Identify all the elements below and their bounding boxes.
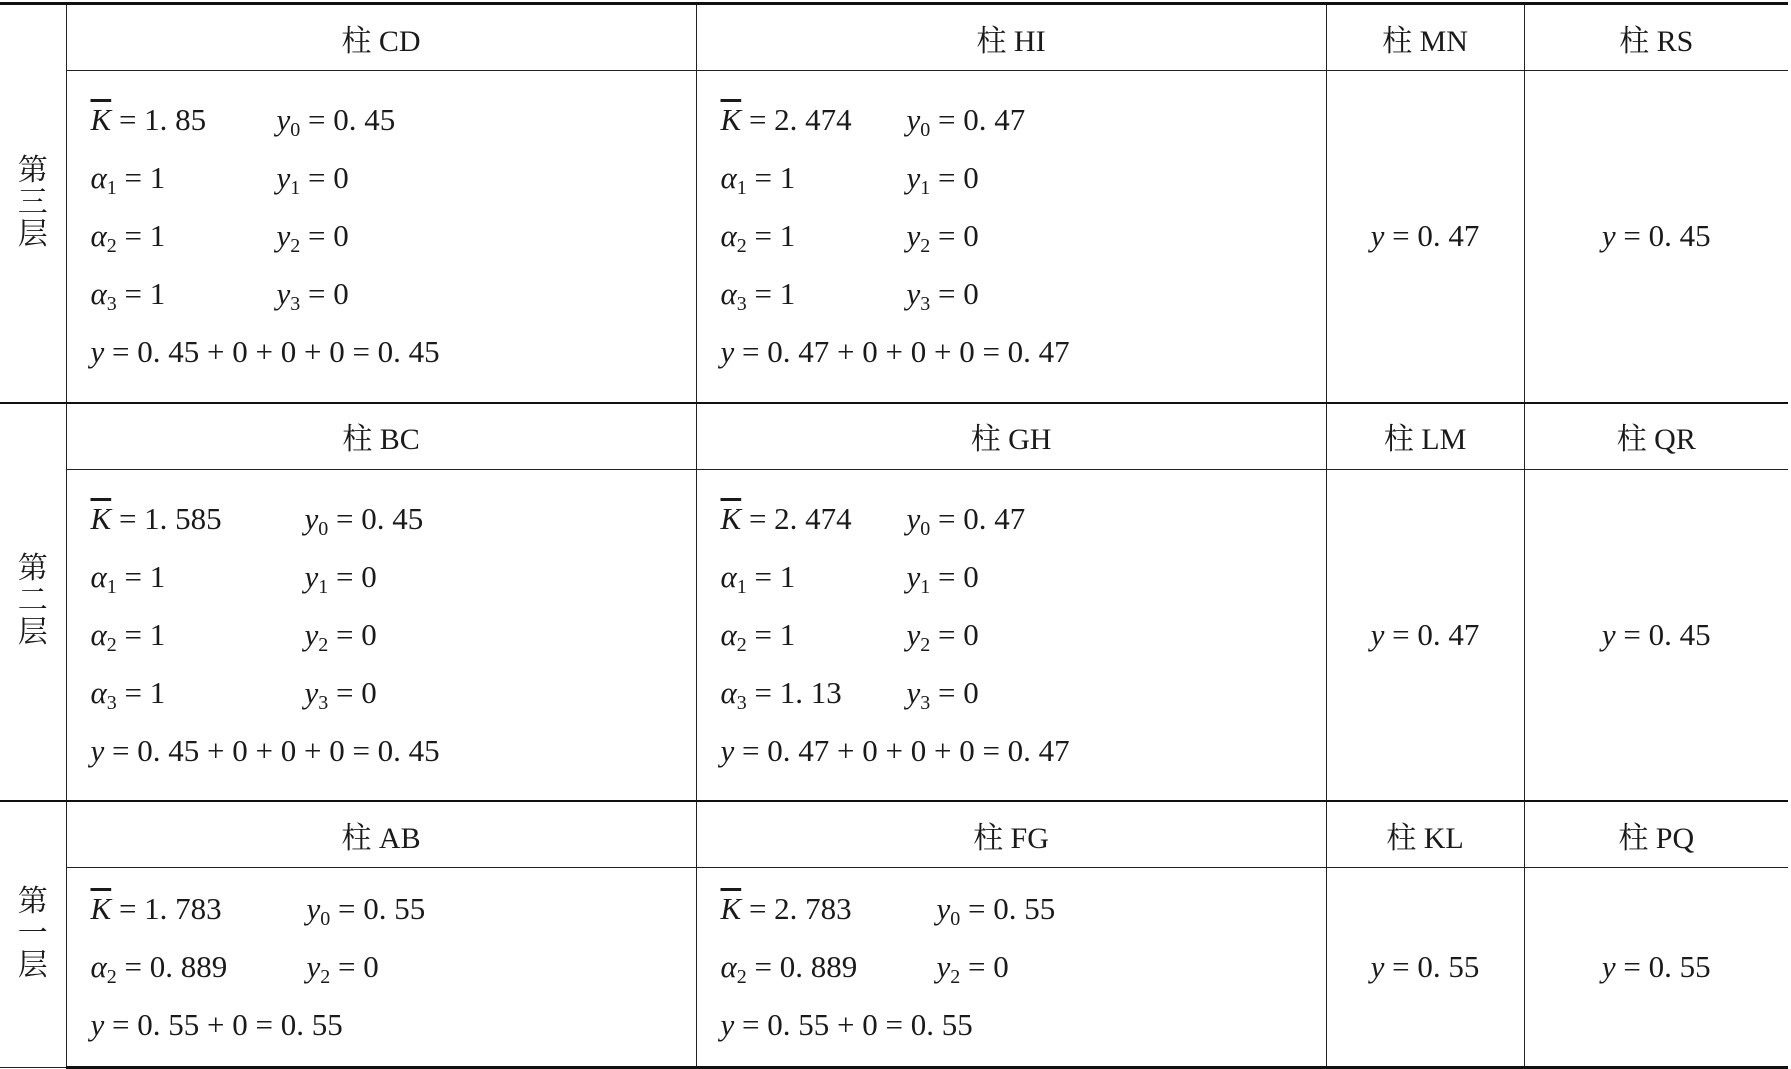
layer3-col4-value: y = 0. 45 [1524, 71, 1788, 403]
calc-line: $\alpha_1 = 1$ $y_1 = 0$ [90, 558, 377, 598]
layer3-body-row [0, 71, 1788, 403]
layer3-col2-calc [696, 71, 1326, 403]
layer1-col4-header: 柱 PQ [1524, 801, 1788, 868]
layer1-col1-header: 柱 AB [66, 801, 696, 868]
layer3-col3-value: y = 0. 47 [1326, 71, 1524, 403]
calc-line: $\alpha_3 = 1$ $y_3 = 0$ [720, 276, 979, 316]
calc-result: y = 0. 45 + 0 + 0 + 0 = 0. 45 [90, 334, 440, 370]
layer2-col4-header: 柱 QR [1524, 403, 1788, 470]
calc-result: y = 0. 47 + 0 + 0 + 0 = 0. 47 [720, 334, 1070, 370]
calc-line: $\alpha_2 = 1$ $y_2 = 0$ [720, 218, 979, 258]
layer2-col3-value: y = 0. 47 [1326, 469, 1524, 801]
calc-line: $\alpha_3 = 1$. 13 $y_3 = 0$ [720, 674, 979, 714]
layer3-col4-header: 柱 RS [1524, 4, 1788, 71]
calc-line: $\alpha_1 = 1$ $y_1 = 0$ [720, 160, 979, 200]
layer2-label-cell [0, 403, 66, 802]
layer3-col2-header: 柱 HI [696, 4, 1326, 71]
calc-result: y = 0. 55 + 0 = 0. 55 [90, 1007, 343, 1042]
column-inflection-table [0, 2, 1788, 1069]
layer1-col2-header: 柱 FG [696, 801, 1326, 868]
layer3-header-row [0, 4, 1788, 71]
layer2-col1-calc [66, 469, 696, 801]
layer3-label: 第三层 [17, 152, 48, 252]
layer1-label-cell [0, 801, 66, 1068]
layer2-col3-header: 柱 LM [1326, 403, 1524, 470]
calc-result: y = 0. 45 + 0 + 0 + 0 = 0. 45 [90, 732, 440, 768]
calc-line: $\overline{K} = 1$. 783 $y_0 = 0$. 55 [90, 891, 426, 930]
layer1-col4-value: y = 0. 55 [1524, 868, 1788, 1068]
layer1-label: 第一层 [17, 884, 48, 983]
calc-result: y = 0. 55 + 0 = 0. 55 [720, 1007, 973, 1042]
layer3-col1-calc [66, 71, 696, 403]
calc-line: $\alpha_2 = 0$. 889 $y_2 = 0$ [90, 949, 379, 988]
calc-line: $\alpha_1 = 1$ $y_1 = 0$ [720, 558, 979, 598]
calc-line: $\overline{K} = 2$. 783 $y_0 = 0$. 55 [720, 891, 1056, 930]
layer2-col4-value: y = 0. 45 [1524, 469, 1788, 801]
calc-line: $\overline{K} = 1$. 585 $y_0 = 0$. 45 [90, 500, 424, 540]
calc-line: $\alpha_2 = 1$ $y_2 = 0$ [720, 616, 979, 656]
layer1-header-row [0, 801, 1788, 868]
calc-line: $\alpha_3 = 1$ $y_3 = 0$ [90, 674, 377, 714]
calc-line: $\overline{K} = 2$. 474 $y_0 = 0$. 47 [720, 500, 1026, 540]
layer2-col2-header: 柱 GH [696, 403, 1326, 470]
layer1-col3-value: y = 0. 55 [1326, 868, 1524, 1068]
calc-line: $\overline{K} = 2$. 474 $y_0 = 0$. 47 [720, 102, 1026, 142]
calc-line: $\alpha_1 = 1$ $y_1 = 0$ [90, 160, 349, 200]
calc-line: $\alpha_2 = 1$ $y_2 = 0$ [90, 616, 377, 656]
layer3-col1-header: 柱 CD [66, 4, 696, 71]
layer2-col1-header: 柱 BC [66, 403, 696, 470]
layer1-col2-calc [696, 868, 1326, 1068]
calc-line: $\alpha_2 = 1$ $y_2 = 0$ [90, 218, 349, 258]
layer2-col2-calc [696, 469, 1326, 801]
calc-line: $\alpha_3 = 1$ $y_3 = 0$ [90, 276, 349, 316]
layer3-label-cell [0, 4, 66, 403]
calc-result: y = 0. 47 + 0 + 0 + 0 = 0. 47 [720, 732, 1070, 768]
layer2-label: 第二层 [17, 551, 48, 651]
layer2-header-row [0, 403, 1788, 470]
calc-line: $\alpha_2 = 0$. 889 $y_2 = 0$ [720, 949, 1009, 988]
layer3-col3-header: 柱 MN [1326, 4, 1524, 71]
layer2-body-row [0, 469, 1788, 801]
calc-line: $\overline{K} = 1$. 85 $y_0 = 0$. 45 [90, 102, 396, 142]
layer1-body-row [0, 868, 1788, 1068]
layer1-col3-header: 柱 KL [1326, 801, 1524, 868]
layer1-col1-calc [66, 868, 696, 1068]
